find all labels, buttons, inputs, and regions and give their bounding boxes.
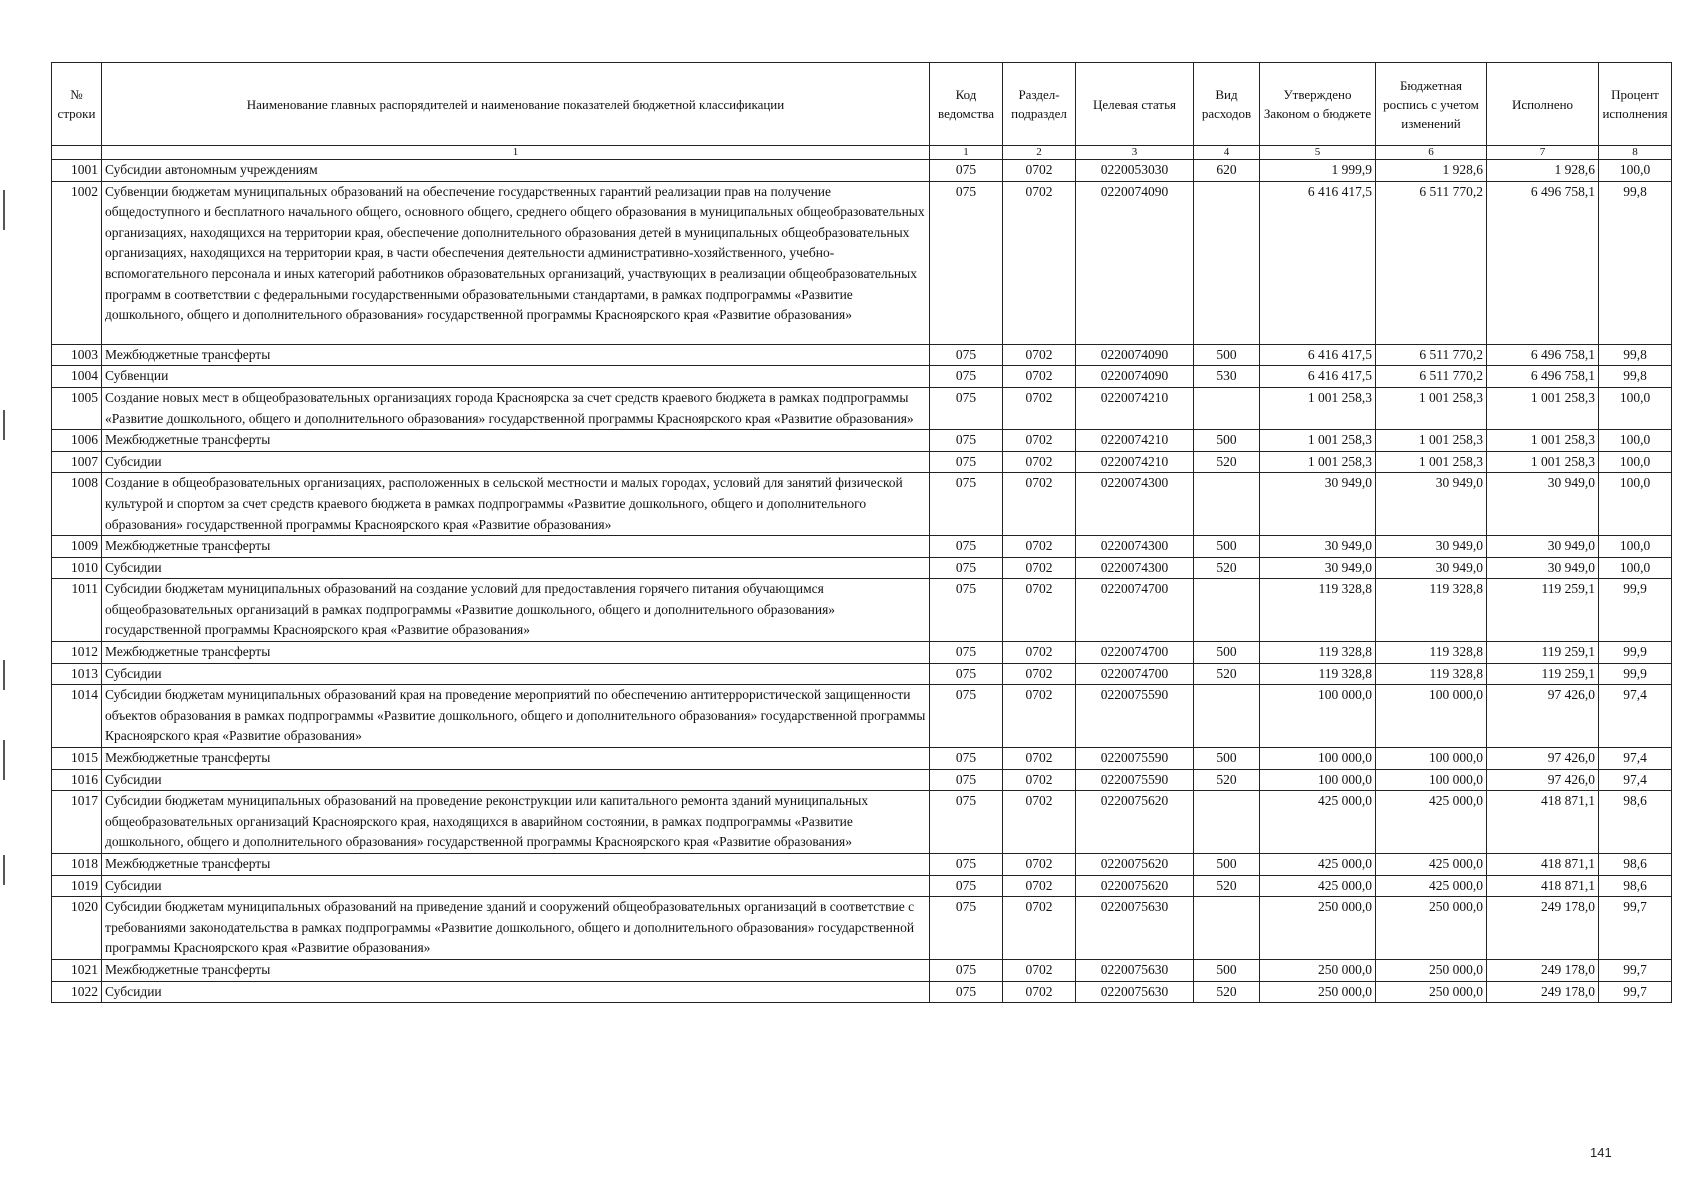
executed-amount: 6 496 758,1: [1487, 344, 1599, 366]
expense-type: [1194, 579, 1260, 642]
section-code: 0702: [1003, 451, 1076, 473]
expense-type: 500: [1194, 642, 1260, 664]
row-number: 1021: [52, 959, 102, 981]
row-number: 1009: [52, 536, 102, 558]
schedule-amount: 100 000,0: [1376, 685, 1487, 748]
colnum: 8: [1599, 146, 1672, 160]
table-row: [52, 981, 1672, 1003]
scan-artifact: [3, 855, 5, 885]
expense-type: [1194, 387, 1260, 429]
row-number: 1007: [52, 451, 102, 473]
table-row: [52, 387, 1672, 429]
schedule-amount: 6 511 770,2: [1376, 344, 1487, 366]
approved-amount: 30 949,0: [1260, 536, 1376, 558]
percent-value: 99,8: [1599, 344, 1672, 366]
target-article: 0220075620: [1076, 854, 1194, 876]
row-name: Субсидии бюджетам муниципальных образований края на проведение мероприятий по обеспечению антитеррористической защищенности объектов образования в рамках подпрограммы «Развитие дошкольного, общего и дополнительного образования» государственной программы Красноярского края «Развитие образования»: [102, 685, 930, 748]
approved-amount: 1 001 258,3: [1260, 430, 1376, 452]
schedule-amount: 1 001 258,3: [1376, 451, 1487, 473]
approved-amount: 119 328,8: [1260, 642, 1376, 664]
executed-amount: 249 178,0: [1487, 981, 1599, 1003]
expense-type: 520: [1194, 875, 1260, 897]
percent-value: 100,0: [1599, 536, 1672, 558]
target-article: 0220075630: [1076, 959, 1194, 981]
percent-value: 100,0: [1599, 557, 1672, 579]
approved-amount: 1 001 258,3: [1260, 451, 1376, 473]
table-row: [52, 451, 1672, 473]
percent-value: 100,0: [1599, 451, 1672, 473]
header-approved: Утверждено Законом о бюджете: [1260, 63, 1376, 146]
header-name: Наименование главных распорядителей и наименование показателей бюджетной классификации: [102, 63, 930, 146]
ved-code: 075: [930, 451, 1003, 473]
executed-amount: 418 871,1: [1487, 854, 1599, 876]
percent-value: 99,9: [1599, 663, 1672, 685]
schedule-amount: 100 000,0: [1376, 769, 1487, 791]
ved-code: 075: [930, 387, 1003, 429]
executed-amount: 6 496 758,1: [1487, 181, 1599, 344]
table-row: [52, 344, 1672, 366]
target-article: 0220074700: [1076, 663, 1194, 685]
section-code: 0702: [1003, 897, 1076, 960]
table-row: [52, 748, 1672, 770]
row-name: Создание новых мест в общеобразовательных организациях города Красноярска за счет средств краевого бюджета в рамках подпрограммы «Развитие дошкольного, общего и дополнительного образования» государственной программы Красноярского края «Развитие образования»: [102, 387, 930, 429]
schedule-amount: 6 511 770,2: [1376, 366, 1487, 388]
expense-type: 500: [1194, 959, 1260, 981]
row-name: Субсидии: [102, 451, 930, 473]
scan-artifact: [3, 660, 5, 690]
header-schedule: Бюджетная роспись с учетом изменений: [1376, 63, 1487, 146]
row-name: Субсидии: [102, 981, 930, 1003]
table-row: [52, 473, 1672, 536]
ved-code: 075: [930, 344, 1003, 366]
row-name: Межбюджетные трансферты: [102, 854, 930, 876]
executed-amount: 418 871,1: [1487, 875, 1599, 897]
ved-code: 075: [930, 557, 1003, 579]
row-number: 1014: [52, 685, 102, 748]
row-name: Межбюджетные трансферты: [102, 430, 930, 452]
section-code: 0702: [1003, 685, 1076, 748]
ved-code: 075: [930, 181, 1003, 344]
schedule-amount: 1 001 258,3: [1376, 387, 1487, 429]
row-name: Межбюджетные трансферты: [102, 959, 930, 981]
schedule-amount: 250 000,0: [1376, 959, 1487, 981]
colnum: 4: [1194, 146, 1260, 160]
ved-code: 075: [930, 642, 1003, 664]
ved-code: 075: [930, 536, 1003, 558]
header-percent: Процент исполнения: [1599, 63, 1672, 146]
approved-amount: 30 949,0: [1260, 557, 1376, 579]
row-name: Субвенции: [102, 366, 930, 388]
row-number: 1003: [52, 344, 102, 366]
expense-type: 520: [1194, 981, 1260, 1003]
target-article: 0220075590: [1076, 685, 1194, 748]
section-code: 0702: [1003, 981, 1076, 1003]
approved-amount: 425 000,0: [1260, 854, 1376, 876]
row-number: 1006: [52, 430, 102, 452]
executed-amount: 30 949,0: [1487, 473, 1599, 536]
row-name: Субсидии бюджетам муниципальных образований на проведение реконструкции или капитального ремонта зданий муниципальных общеобразовательных организаций Красноярского края, находящихся в аварийном состоянии, в рамках подпрограммы «Развитие дошкольного, общего и дополнительного образования» государственной программы Красноярского края «Развитие образования»: [102, 791, 930, 854]
colnum: 3: [1076, 146, 1194, 160]
section-code: 0702: [1003, 344, 1076, 366]
executed-amount: 1 001 258,3: [1487, 451, 1599, 473]
executed-amount: 30 949,0: [1487, 557, 1599, 579]
schedule-amount: 119 328,8: [1376, 642, 1487, 664]
page-number: 141: [1590, 1145, 1612, 1160]
section-code: 0702: [1003, 430, 1076, 452]
expense-type: [1194, 791, 1260, 854]
approved-amount: 425 000,0: [1260, 791, 1376, 854]
expense-type: 500: [1194, 536, 1260, 558]
percent-value: 99,8: [1599, 181, 1672, 344]
approved-amount: 100 000,0: [1260, 769, 1376, 791]
row-name: Субсидии: [102, 663, 930, 685]
expense-type: 500: [1194, 344, 1260, 366]
expense-type: 620: [1194, 160, 1260, 182]
target-article: 0220074700: [1076, 579, 1194, 642]
target-article: 0220075620: [1076, 875, 1194, 897]
row-number: 1008: [52, 473, 102, 536]
colnum: 7: [1487, 146, 1599, 160]
colnum: 1: [102, 146, 930, 160]
table-row: [52, 536, 1672, 558]
row-name: Создание в общеобразовательных организациях, расположенных в сельской местности и малых городах, условий для занятий физической культурой и спортом за счет средств краевого бюджета в рамках подпрограммы «Развитие дошкольного, общего и дополнительного образования» государственной программы Красноярского края «Развитие образования»: [102, 473, 930, 536]
schedule-amount: 6 511 770,2: [1376, 181, 1487, 344]
colnum: 2: [1003, 146, 1076, 160]
row-number: 1022: [52, 981, 102, 1003]
section-code: 0702: [1003, 748, 1076, 770]
expense-type: 500: [1194, 854, 1260, 876]
target-article: 0220074300: [1076, 473, 1194, 536]
approved-amount: 6 416 417,5: [1260, 344, 1376, 366]
schedule-amount: 250 000,0: [1376, 981, 1487, 1003]
row-number: 1005: [52, 387, 102, 429]
target-article: 0220074300: [1076, 536, 1194, 558]
row-number: 1015: [52, 748, 102, 770]
row-number: 1016: [52, 769, 102, 791]
row-number: 1017: [52, 791, 102, 854]
percent-value: 99,9: [1599, 579, 1672, 642]
percent-value: 100,0: [1599, 387, 1672, 429]
ved-code: 075: [930, 748, 1003, 770]
colnum: [52, 146, 102, 160]
schedule-amount: 1 928,6: [1376, 160, 1487, 182]
table-row: [52, 181, 1672, 344]
executed-amount: 97 426,0: [1487, 769, 1599, 791]
schedule-amount: 425 000,0: [1376, 791, 1487, 854]
schedule-amount: 30 949,0: [1376, 536, 1487, 558]
row-name: Субсидии автономным учреждениям: [102, 160, 930, 182]
section-code: 0702: [1003, 579, 1076, 642]
target-article: 0220074090: [1076, 366, 1194, 388]
target-article: 0220053030: [1076, 160, 1194, 182]
expense-type: 520: [1194, 557, 1260, 579]
section-code: 0702: [1003, 642, 1076, 664]
executed-amount: 249 178,0: [1487, 897, 1599, 960]
row-name: Межбюджетные трансферты: [102, 642, 930, 664]
colnum: 6: [1376, 146, 1487, 160]
approved-amount: 30 949,0: [1260, 473, 1376, 536]
expense-type: [1194, 897, 1260, 960]
ved-code: 075: [930, 160, 1003, 182]
row-name: Субвенции бюджетам муниципальных образований на обеспечение государственных гарантий реализации прав на получение общедоступного и бесплатного начального общего, основного общего, среднего общего образования в муниципальных общеобразовательных организациях, находящихся на территории края, обеспечение дополнительного образования детей в муниципальных общеобразовательных организациях, находящихся на территории края, в части обеспечения деятельности административно-хозяйственного, учебно-вспомогательного персонала и иных категорий работников образовательных организаций, участвующих в реализации общеобразовательных программ в соответствии с федеральными государственными образовательными стандартами, в рамках подпрограммы «Развитие дошкольного, общего и дополнительного образования» государственной программы Красноярского края «Развитие образования»: [102, 181, 930, 344]
header-executed: Исполнено: [1487, 63, 1599, 146]
row-name: Межбюджетные трансферты: [102, 344, 930, 366]
schedule-amount: 100 000,0: [1376, 748, 1487, 770]
approved-amount: 250 000,0: [1260, 959, 1376, 981]
target-article: 0220074210: [1076, 430, 1194, 452]
percent-value: 100,0: [1599, 473, 1672, 536]
colnum: 5: [1260, 146, 1376, 160]
target-article: 0220075590: [1076, 769, 1194, 791]
header-target-article: Целевая статья: [1076, 63, 1194, 146]
target-article: 0220074090: [1076, 344, 1194, 366]
schedule-amount: 1 001 258,3: [1376, 430, 1487, 452]
percent-value: 99,9: [1599, 642, 1672, 664]
percent-value: 99,8: [1599, 366, 1672, 388]
expense-type: 500: [1194, 748, 1260, 770]
approved-amount: 6 416 417,5: [1260, 366, 1376, 388]
row-number: 1002: [52, 181, 102, 344]
executed-amount: 97 426,0: [1487, 748, 1599, 770]
budget-table: [51, 62, 1672, 1003]
percent-value: 98,6: [1599, 854, 1672, 876]
schedule-amount: 30 949,0: [1376, 473, 1487, 536]
section-code: 0702: [1003, 663, 1076, 685]
executed-amount: 119 259,1: [1487, 579, 1599, 642]
expense-type: [1194, 473, 1260, 536]
expense-type: [1194, 685, 1260, 748]
ved-code: 075: [930, 791, 1003, 854]
expense-type: 530: [1194, 366, 1260, 388]
table-row: [52, 366, 1672, 388]
scan-artifact: [3, 410, 5, 440]
ved-code: 075: [930, 366, 1003, 388]
section-code: 0702: [1003, 387, 1076, 429]
executed-amount: 97 426,0: [1487, 685, 1599, 748]
target-article: 0220075620: [1076, 791, 1194, 854]
section-code: 0702: [1003, 181, 1076, 344]
ved-code: 075: [930, 769, 1003, 791]
table-row: [52, 791, 1672, 854]
section-code: 0702: [1003, 557, 1076, 579]
schedule-amount: 119 328,8: [1376, 663, 1487, 685]
section-code: 0702: [1003, 875, 1076, 897]
executed-amount: 1 001 258,3: [1487, 430, 1599, 452]
section-code: 0702: [1003, 854, 1076, 876]
table-row: [52, 557, 1672, 579]
approved-amount: 119 328,8: [1260, 663, 1376, 685]
table-row: [52, 642, 1672, 664]
table-body: [52, 160, 1672, 1003]
row-name: Субсидии: [102, 875, 930, 897]
table-row: [52, 430, 1672, 452]
executed-amount: 418 871,1: [1487, 791, 1599, 854]
target-article: 0220075590: [1076, 748, 1194, 770]
header-ved-code: Код ведомства: [930, 63, 1003, 146]
table-row: [52, 685, 1672, 748]
schedule-amount: 250 000,0: [1376, 897, 1487, 960]
executed-amount: 249 178,0: [1487, 959, 1599, 981]
executed-amount: 119 259,1: [1487, 663, 1599, 685]
colnum: 1: [930, 146, 1003, 160]
percent-value: 99,7: [1599, 897, 1672, 960]
target-article: 0220074210: [1076, 387, 1194, 429]
percent-value: 97,4: [1599, 748, 1672, 770]
percent-value: 98,6: [1599, 875, 1672, 897]
approved-amount: 1 001 258,3: [1260, 387, 1376, 429]
percent-value: 100,0: [1599, 430, 1672, 452]
approved-amount: 100 000,0: [1260, 748, 1376, 770]
approved-amount: 250 000,0: [1260, 981, 1376, 1003]
expense-type: 520: [1194, 663, 1260, 685]
percent-value: 99,7: [1599, 981, 1672, 1003]
ved-code: 075: [930, 430, 1003, 452]
executed-amount: 119 259,1: [1487, 642, 1599, 664]
row-name: Субсидии бюджетам муниципальных образований на создание условий для предоставления горячего питания обучающимся общеобразовательных организаций в рамках подпрограммы «Развитие дошкольного, общего и дополнительного образования» государственной программы Красноярского края «Развитие образования»: [102, 579, 930, 642]
row-number: 1011: [52, 579, 102, 642]
executed-amount: 30 949,0: [1487, 536, 1599, 558]
section-code: 0702: [1003, 536, 1076, 558]
percent-value: 97,4: [1599, 769, 1672, 791]
section-code: 0702: [1003, 959, 1076, 981]
table-row: [52, 897, 1672, 960]
column-number-row: [52, 146, 1672, 160]
section-code: 0702: [1003, 366, 1076, 388]
expense-type: 520: [1194, 451, 1260, 473]
ved-code: 075: [930, 959, 1003, 981]
table-row: [52, 875, 1672, 897]
percent-value: 99,7: [1599, 959, 1672, 981]
ved-code: 075: [930, 579, 1003, 642]
expense-type: 500: [1194, 430, 1260, 452]
row-number: 1001: [52, 160, 102, 182]
row-name: Субсидии: [102, 769, 930, 791]
section-code: 0702: [1003, 769, 1076, 791]
row-name: Субсидии бюджетам муниципальных образований на приведение зданий и сооружений общеобразовательных организаций в соответствие с требованиями законодательства в рамках подпрограммы «Развитие дошкольного, общего и дополнительного образования» государственной программы Красноярского края «Развитие образования»: [102, 897, 930, 960]
row-number: 1004: [52, 366, 102, 388]
table-row: [52, 959, 1672, 981]
row-name: Межбюджетные трансферты: [102, 748, 930, 770]
row-number: 1010: [52, 557, 102, 579]
ved-code: 075: [930, 663, 1003, 685]
percent-value: 98,6: [1599, 791, 1672, 854]
ved-code: 075: [930, 897, 1003, 960]
row-number: 1018: [52, 854, 102, 876]
header-row-number: № строки: [52, 63, 102, 146]
row-name: Межбюджетные трансферты: [102, 536, 930, 558]
table-row: [52, 769, 1672, 791]
executed-amount: 6 496 758,1: [1487, 366, 1599, 388]
row-number: 1013: [52, 663, 102, 685]
approved-amount: 119 328,8: [1260, 579, 1376, 642]
table-row: [52, 160, 1672, 182]
row-name: Субсидии: [102, 557, 930, 579]
approved-amount: 100 000,0: [1260, 685, 1376, 748]
header-section: Раздел-подраздел: [1003, 63, 1076, 146]
target-article: 0220074300: [1076, 557, 1194, 579]
section-code: 0702: [1003, 473, 1076, 536]
scan-artifact: [3, 740, 5, 780]
executed-amount: 1 001 258,3: [1487, 387, 1599, 429]
approved-amount: 425 000,0: [1260, 875, 1376, 897]
approved-amount: 1 999,9: [1260, 160, 1376, 182]
expense-type: 520: [1194, 769, 1260, 791]
target-article: 0220075630: [1076, 981, 1194, 1003]
ved-code: 075: [930, 854, 1003, 876]
schedule-amount: 425 000,0: [1376, 854, 1487, 876]
schedule-amount: 30 949,0: [1376, 557, 1487, 579]
table-header-row: [52, 63, 1672, 146]
schedule-amount: 425 000,0: [1376, 875, 1487, 897]
section-code: 0702: [1003, 160, 1076, 182]
target-article: 0220074700: [1076, 642, 1194, 664]
row-number: 1019: [52, 875, 102, 897]
header-expense-type: Вид расходов: [1194, 63, 1260, 146]
scan-artifact: [3, 190, 5, 230]
ved-code: 075: [930, 473, 1003, 536]
ved-code: 075: [930, 875, 1003, 897]
executed-amount: 1 928,6: [1487, 160, 1599, 182]
ved-code: 075: [930, 685, 1003, 748]
expense-type: [1194, 181, 1260, 344]
table-row: [52, 663, 1672, 685]
table-row: [52, 579, 1672, 642]
table-row: [52, 854, 1672, 876]
ved-code: 075: [930, 981, 1003, 1003]
row-number: 1020: [52, 897, 102, 960]
target-article: 0220074210: [1076, 451, 1194, 473]
section-code: 0702: [1003, 791, 1076, 854]
row-number: 1012: [52, 642, 102, 664]
percent-value: 97,4: [1599, 685, 1672, 748]
target-article: 0220075630: [1076, 897, 1194, 960]
approved-amount: 6 416 417,5: [1260, 181, 1376, 344]
schedule-amount: 119 328,8: [1376, 579, 1487, 642]
approved-amount: 250 000,0: [1260, 897, 1376, 960]
percent-value: 100,0: [1599, 160, 1672, 182]
target-article: 0220074090: [1076, 181, 1194, 344]
